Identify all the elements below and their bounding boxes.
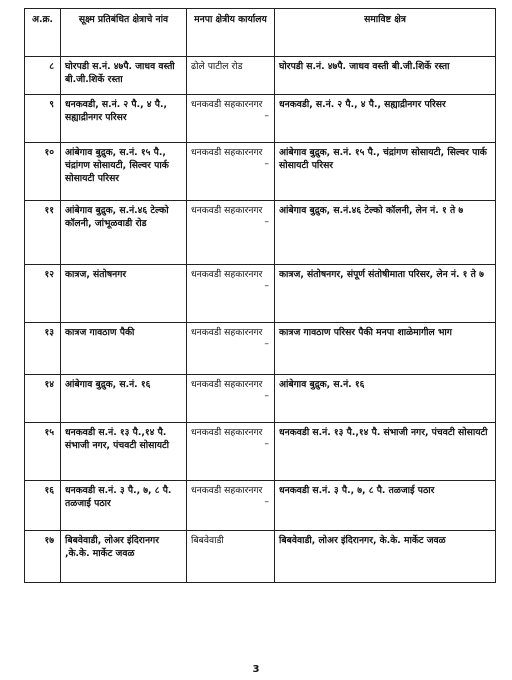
row-zone-name: कात्रज, संतोषनगर: [65, 269, 127, 280]
header-included-area: समाविष्ट क्षेत्र: [275, 9, 496, 57]
row-ward-office: ढोले पाटील रोड: [191, 61, 243, 72]
row-sr: ८: [49, 61, 54, 72]
table-row: [25, 531, 496, 583]
header-sr: अ.क्र.: [25, 9, 61, 57]
row-included-area: कात्रज, संतोषनगर, संपूर्ण संतोषीमाता परिसर, लेन नं. १ ते ७: [279, 269, 484, 280]
row-office-dash: –: [264, 158, 269, 169]
row-office-dash: –: [264, 496, 269, 507]
row-office-dash: –: [264, 216, 269, 227]
table-row: [25, 423, 496, 481]
table-row: [25, 143, 496, 201]
row-ward-office: धनकवडी सहकारनगर: [191, 427, 263, 438]
table-row: [25, 481, 496, 531]
row-ward-office: धनकवडी सहकारनगर: [191, 379, 263, 390]
row-sr: १४: [44, 379, 54, 390]
row-included-area: कात्रज गावठाण परिसर पैकी मनपा शाळेमागील भाग: [279, 327, 452, 338]
row-office-dash: –: [264, 280, 269, 291]
row-zone-name: घोरपडी स.नं. ४७पै. जाधव वस्ती बी.जी.शिर्के रस्ता: [65, 61, 175, 85]
row-ward-office: धनकवडी सहकारनगर: [191, 269, 263, 280]
row-sr: १२: [44, 269, 54, 280]
row-ward-office: बिबवेवाडी: [191, 535, 224, 546]
row-ward-office: धनकवडी सहकारनगर: [191, 99, 263, 110]
table-row: [25, 375, 496, 423]
row-office-dash: –: [264, 110, 269, 121]
row-included-area: आंबेगाव बुद्रुक, स.नं. १६: [279, 379, 365, 390]
row-included-area: धनकवडी स.नं. १३ पै.,१४ पै. संभाजी नगर, पंचवटी सोसायटी: [279, 427, 488, 438]
row-included-area: बिबवेवाडी, लोअर इंदिरानगर, के.के. मार्केट जवळ: [279, 535, 446, 546]
row-zone-name: धनकवडी स.नं. १३ पै.,१४ पै. संभाजी नगर, पंचवटी सोसायटी: [65, 427, 170, 451]
row-included-area: धनकवडी स.नं. ३ पै., ७, ८ पै. तळजाई पठार: [279, 485, 435, 496]
row-included-area: आंबेगाव बुद्रुक, स.नं.४६ टेल्को कॉलनी, लेन नं. १ ते ७: [279, 205, 464, 216]
header-ward-office: मनपा क्षेत्रीय कार्यालय: [187, 9, 275, 57]
table-row: [25, 323, 496, 375]
row-zone-name: धनकवडी, स.नं. २ पै., ४ पै., सह्याद्रीनगर परिसर: [65, 99, 167, 123]
row-ward-office: धनकवडी सहकारनगर: [191, 327, 263, 338]
table-header-row: [25, 9, 496, 57]
row-office-dash: –: [264, 338, 269, 349]
row-zone-name: बिबवेवाडी, लोअर इंदिरानगर ,के.के. मार्केट जवळ: [65, 535, 159, 559]
table-row: [25, 57, 496, 95]
row-zone-name: धनकवडी स.नं. ३ पै., ७, ८ पै. तळजाई पठार: [65, 485, 172, 509]
row-zone-name: आंबेगाव बुद्रुक, स.नं.४६ टेल्को कॉलनी, जांभूळवाडी रोड: [65, 205, 169, 229]
row-sr: ११: [44, 205, 54, 216]
row-sr: १०: [44, 147, 54, 158]
row-sr: १३: [44, 327, 54, 338]
table-row: [25, 201, 496, 265]
row-ward-office: धनकवडी सहकारनगर: [191, 147, 263, 158]
containment-zones-table: [24, 8, 496, 583]
row-included-area: घोरपडी स.नं. ४७पै. जाधव वस्ती बी.जी.शिर्के रस्ता: [279, 61, 450, 72]
row-ward-office: धनकवडी सहकारनगर: [191, 485, 263, 496]
page-number: 3: [252, 664, 260, 675]
header-zone-name: सूक्ष्म प्रतिबंधित क्षेत्राचे नांव: [61, 9, 187, 57]
row-office-dash: –: [264, 390, 269, 401]
row-zone-name: आंबेगाव बुद्रुक, स.नं. १५ पै., चंद्रांगण सोसायटी, सिल्वर पार्क सोसायटी परिसर: [65, 147, 169, 184]
row-sr: ९: [49, 99, 54, 110]
row-sr: १६: [44, 485, 54, 496]
row-included-area: आंबेगाव बुद्रुक, स.नं. १५ पै., चंद्रांगण सोसायटी, सिल्वर पार्क सोसायटी परिसर: [279, 147, 487, 171]
row-included-area: धनकवडी, स.नं. २ पै., ४ पै., सह्याद्रीनगर परिसर: [279, 99, 446, 110]
table-row: [25, 265, 496, 323]
row-zone-name: कात्रज गावठाण पैकी: [65, 327, 135, 338]
row-ward-office: धनकवडी सहकारनगर: [191, 205, 263, 216]
table-row: [25, 95, 496, 143]
row-sr: १५: [44, 427, 54, 438]
row-office-dash: –: [264, 438, 269, 449]
row-sr: १७: [44, 535, 54, 546]
row-zone-name: आंबेगाव बुद्रुक, स.नं. १६: [65, 379, 151, 390]
